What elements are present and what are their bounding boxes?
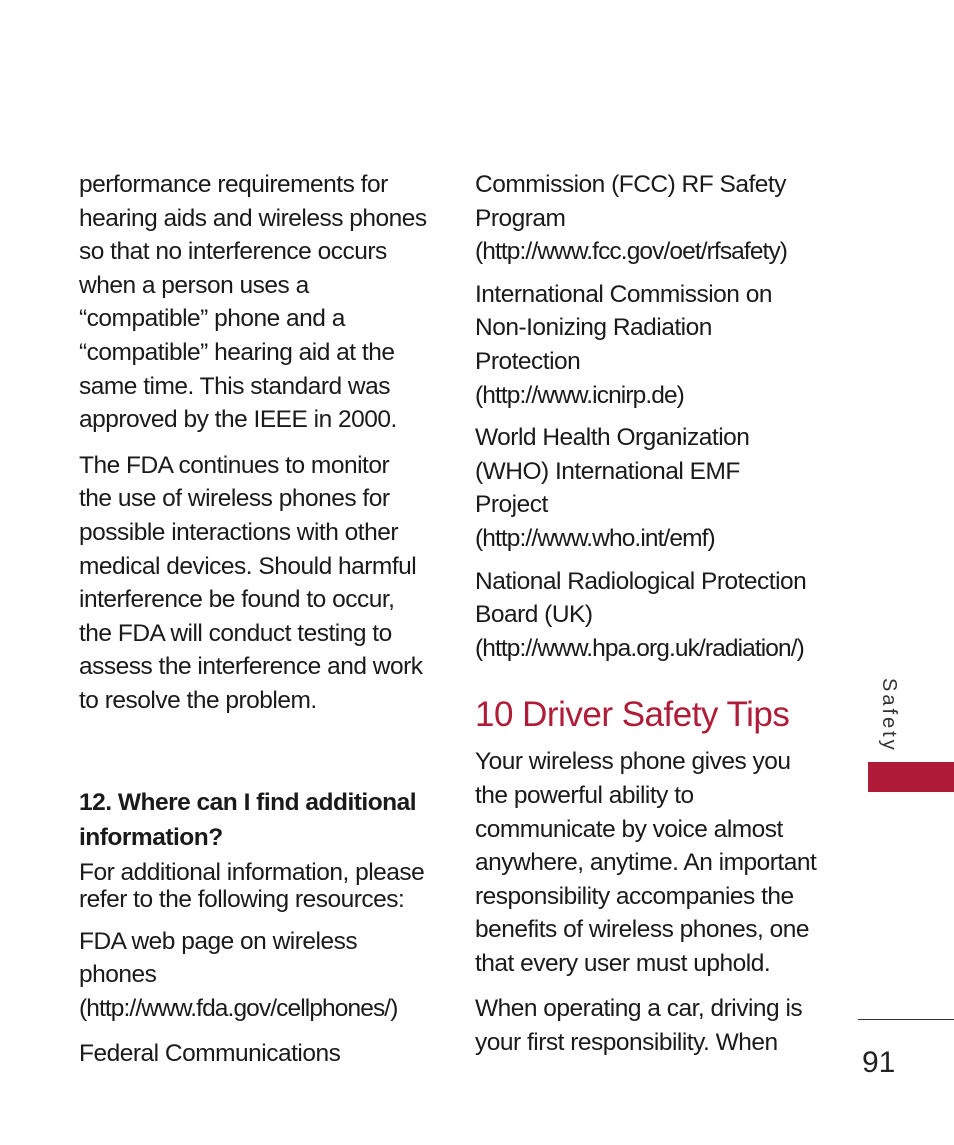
paragraph-driving-responsibility: When operating a car, driving is your first responsibility. When — [475, 995, 803, 1057]
paragraph-additional-info: For additional information, please refer to the following resources: — [79, 858, 425, 913]
paragraph-who: World Health Organization (WHO) International EMF Project (http://www.who.int/emf) — [475, 424, 750, 552]
section-title: 10 Driver Safety Tips — [475, 695, 790, 735]
question-heading: 12. Where can I find additional information? — [79, 788, 417, 851]
fda-url: (http://www.fda.gov/cellphones/) — [79, 994, 398, 1022]
left-column — [79, 168, 439, 1071]
paragraph-nrpb: National Radiological Protection Board (UK) (http://www.hpa.org.uk/radiation/) — [475, 567, 807, 662]
section-marker-bar — [868, 762, 954, 792]
who-url: (http://www.who.int/emf) — [475, 524, 715, 552]
right-column — [475, 168, 835, 1060]
paragraph-fcc: Commission (FCC) RF Safety Program (http://www.fcc.gov/oet/rfsafety) — [475, 171, 788, 266]
page-number-rule — [858, 1019, 954, 1020]
paragraph-driver-intro: Your wireless phone gives you the powerful ability to communicate by voice almost anywhere, anytime. An important responsibility accompanies the benefits of wireless phones, one that every user must uphold. — [475, 748, 817, 977]
paragraph-fcc-start: Federal Communications — [79, 1040, 341, 1068]
hpa-url: (http://www.hpa.org.uk/radiation/) — [475, 634, 804, 662]
fcc-url: (http://www.fcc.gov/oet/rfsafety) — [475, 238, 788, 266]
paragraph-hac-standard: performance requirements for hearing aids and wireless phones so that no interference occurs when a person uses a “compatible” phone and a “compatible” hearing aid at the same time. This standard was approved by the IEEE in 2000. — [79, 171, 427, 434]
paragraph-icnirp: International Commission on Non-Ionizing Radiation Protection (http://www.icnirp.de) — [475, 280, 772, 409]
paragraph-fda-web: FDA web page on wireless phones (http://www.fda.gov/cellphones/) — [79, 927, 398, 1022]
paragraph-fda-monitor: The FDA continues to monitor the use of wireless phones for possible interactions with other medical devices. Should harmful interference be found to occur, the FDA will conduct testing to assess the interference and work to resolve the problem. — [79, 451, 423, 714]
page-number: 91 — [862, 1046, 896, 1079]
icnirp-url: (http://www.icnirp.de) — [475, 381, 684, 409]
section-side-label: Safety — [878, 678, 900, 753]
